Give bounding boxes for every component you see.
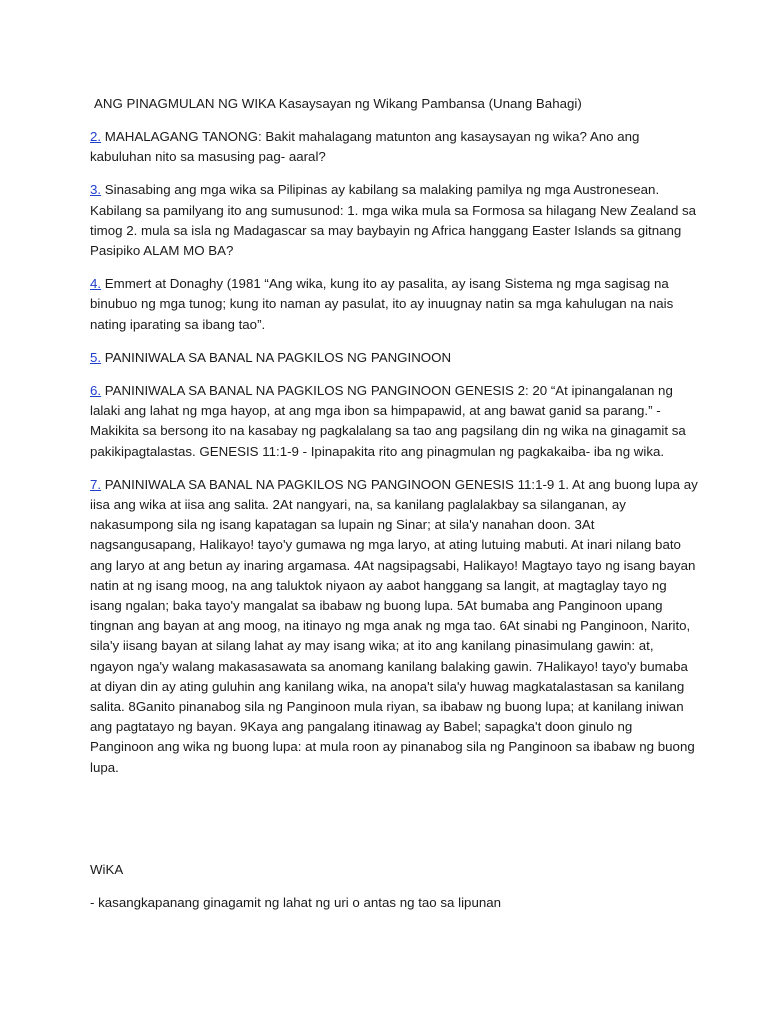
paragraph-number-link[interactable]: 6.	[90, 383, 102, 399]
paragraph-6	[90, 381, 698, 462]
paragraph-text: MAHALAGANG TANONG: Bakit mahalagang matunton ang kasaysayan ng wika? Ano ang kabuluhan nito sa masusing pag- aaral?	[90, 129, 640, 165]
paragraph-text: PANINIWALA SA BANAL NA PAGKILOS NG PANGINOON GENESIS 2: 20 “At ipinangalanan ng lalaki ang lahat ng mga hayop, at ang mga ibon sa himpapawid, at ang bawat ganid sa parang.” - Makikita sa bersong ito na kasabay ng pagkalalang sa tao ang pagsilang din ng wika na ginagamit sa pakikipagtalastas. GENESIS 11:1-9 - Ipinapakita rito ang pinagmulan ng pagkakaiba- iba ng wika.	[90, 383, 686, 459]
paragraph-number-link[interactable]: 7.	[90, 476, 102, 492]
paragraph-number-link[interactable]: 4.	[90, 276, 102, 292]
paragraph-number-link[interactable]: 2.	[90, 129, 102, 144]
wika-heading: WiKA	[90, 862, 124, 877]
wika-definition: - kasangkapanang ginagamit ng lahat ng uri o antas ng tao sa lipunan	[90, 895, 502, 910]
paragraph-text: PANINIWALA SA BANAL NA PAGKILOS NG PANGINOON	[101, 349, 452, 365]
paragraph-7	[90, 475, 698, 778]
paragraph-text: Sinasabing ang mga wika sa Pilipinas ay kabilang sa malaking pamilya ng mga Austronesean. Kabilang sa pamilyang ito ang sumusunod: 1. mga wika mula sa Formosa sa hilagang New Zealand sa timog 2. mula sa isla ng Madagascar sa may baybayin ng Africa hanggang Easter Islands sa gitnang Pasipiko ALAM MO BA?	[90, 182, 697, 259]
paragraph-number-link[interactable]: 3.	[90, 182, 102, 198]
paragraph-number-link[interactable]: 5.	[90, 349, 102, 365]
paragraph-3	[90, 180, 698, 261]
paragraph-5	[90, 348, 698, 368]
paragraph-text: Emmert at Donaghy (1981 “Ang wika, kung ito ay pasalita, ay isang Sistema ng mga sagisag na binubuo ng mga tunog; kung ito naman ay pasulat, ito ay inuugnay natin sa mga kahulugan na nais nating iparating sa ibang tao”.	[90, 276, 674, 332]
paragraph-2	[90, 127, 698, 167]
paragraph-4	[90, 274, 698, 335]
document-title: ANG PINAGMULAN NG WIKA Kasaysayan ng Wikang Pambansa (Unang Bahagi)	[94, 96, 582, 111]
paragraph-text: PANINIWALA SA BANAL NA PAGKILOS NG PANGINOON GENESIS 11:1-9 1. At ang buong lupa ay iisa ang wika at iisa ang salita. 2At nangyari, na, sa kanilang paglalakbay sa silanganan, ay nakasumpong sila ng isang kapatagan sa lupain ng Sinar; at sila'y nanahan doon. 3At nagsangusapang, Halikayo! tayo'y gumawa ng mga laryo, at ating lutuing mabuti. At inari nilang bato ang laryo at ang betun ay inaring argamasa. 4At nagsipagsabi, Halikayo! Magtayo tayo ng isang bayan natin at ng isang moog, na ang taluktok niyaon ay aabot hanggang sa langit, at magtaglay tayo ng isang ngalan; baka tayo'y mangalat sa ibabaw ng buong lupa. 5At bumaba ang Panginoon upang tingnan ang bayan at ang moog, na itinayo ng mga anak ng mga tao. 6At sinabi ng Panginoon, Narito, sila'y iisang bayan at silang lahat ay may isang wika; at ito ang kanilang pinasimulang gawin: at, ngayon nga'y walang makasasawata sa anomang kanilang balaking gawin. 7Halikayo! tayo'y bumaba at diyan din ay ating guluhin ang kanilang wika, na anopa't sila'y huwag magkatalastasan sa kanilang salita. 8Ganito pinanabog sila ng Panginoon mula riyan, sa ibabaw ng buong lupa; at kanilang iniwan ang pagtatayo ng bayan. 9Kaya ang pangalang itinawag ay Babel; sapagka't doon ginulo ng Panginoon ang wika ng buong lupa: at mula roon ay pinanabog sila ng Panginoon sa ibabaw ng buong lupa.	[90, 476, 698, 775]
